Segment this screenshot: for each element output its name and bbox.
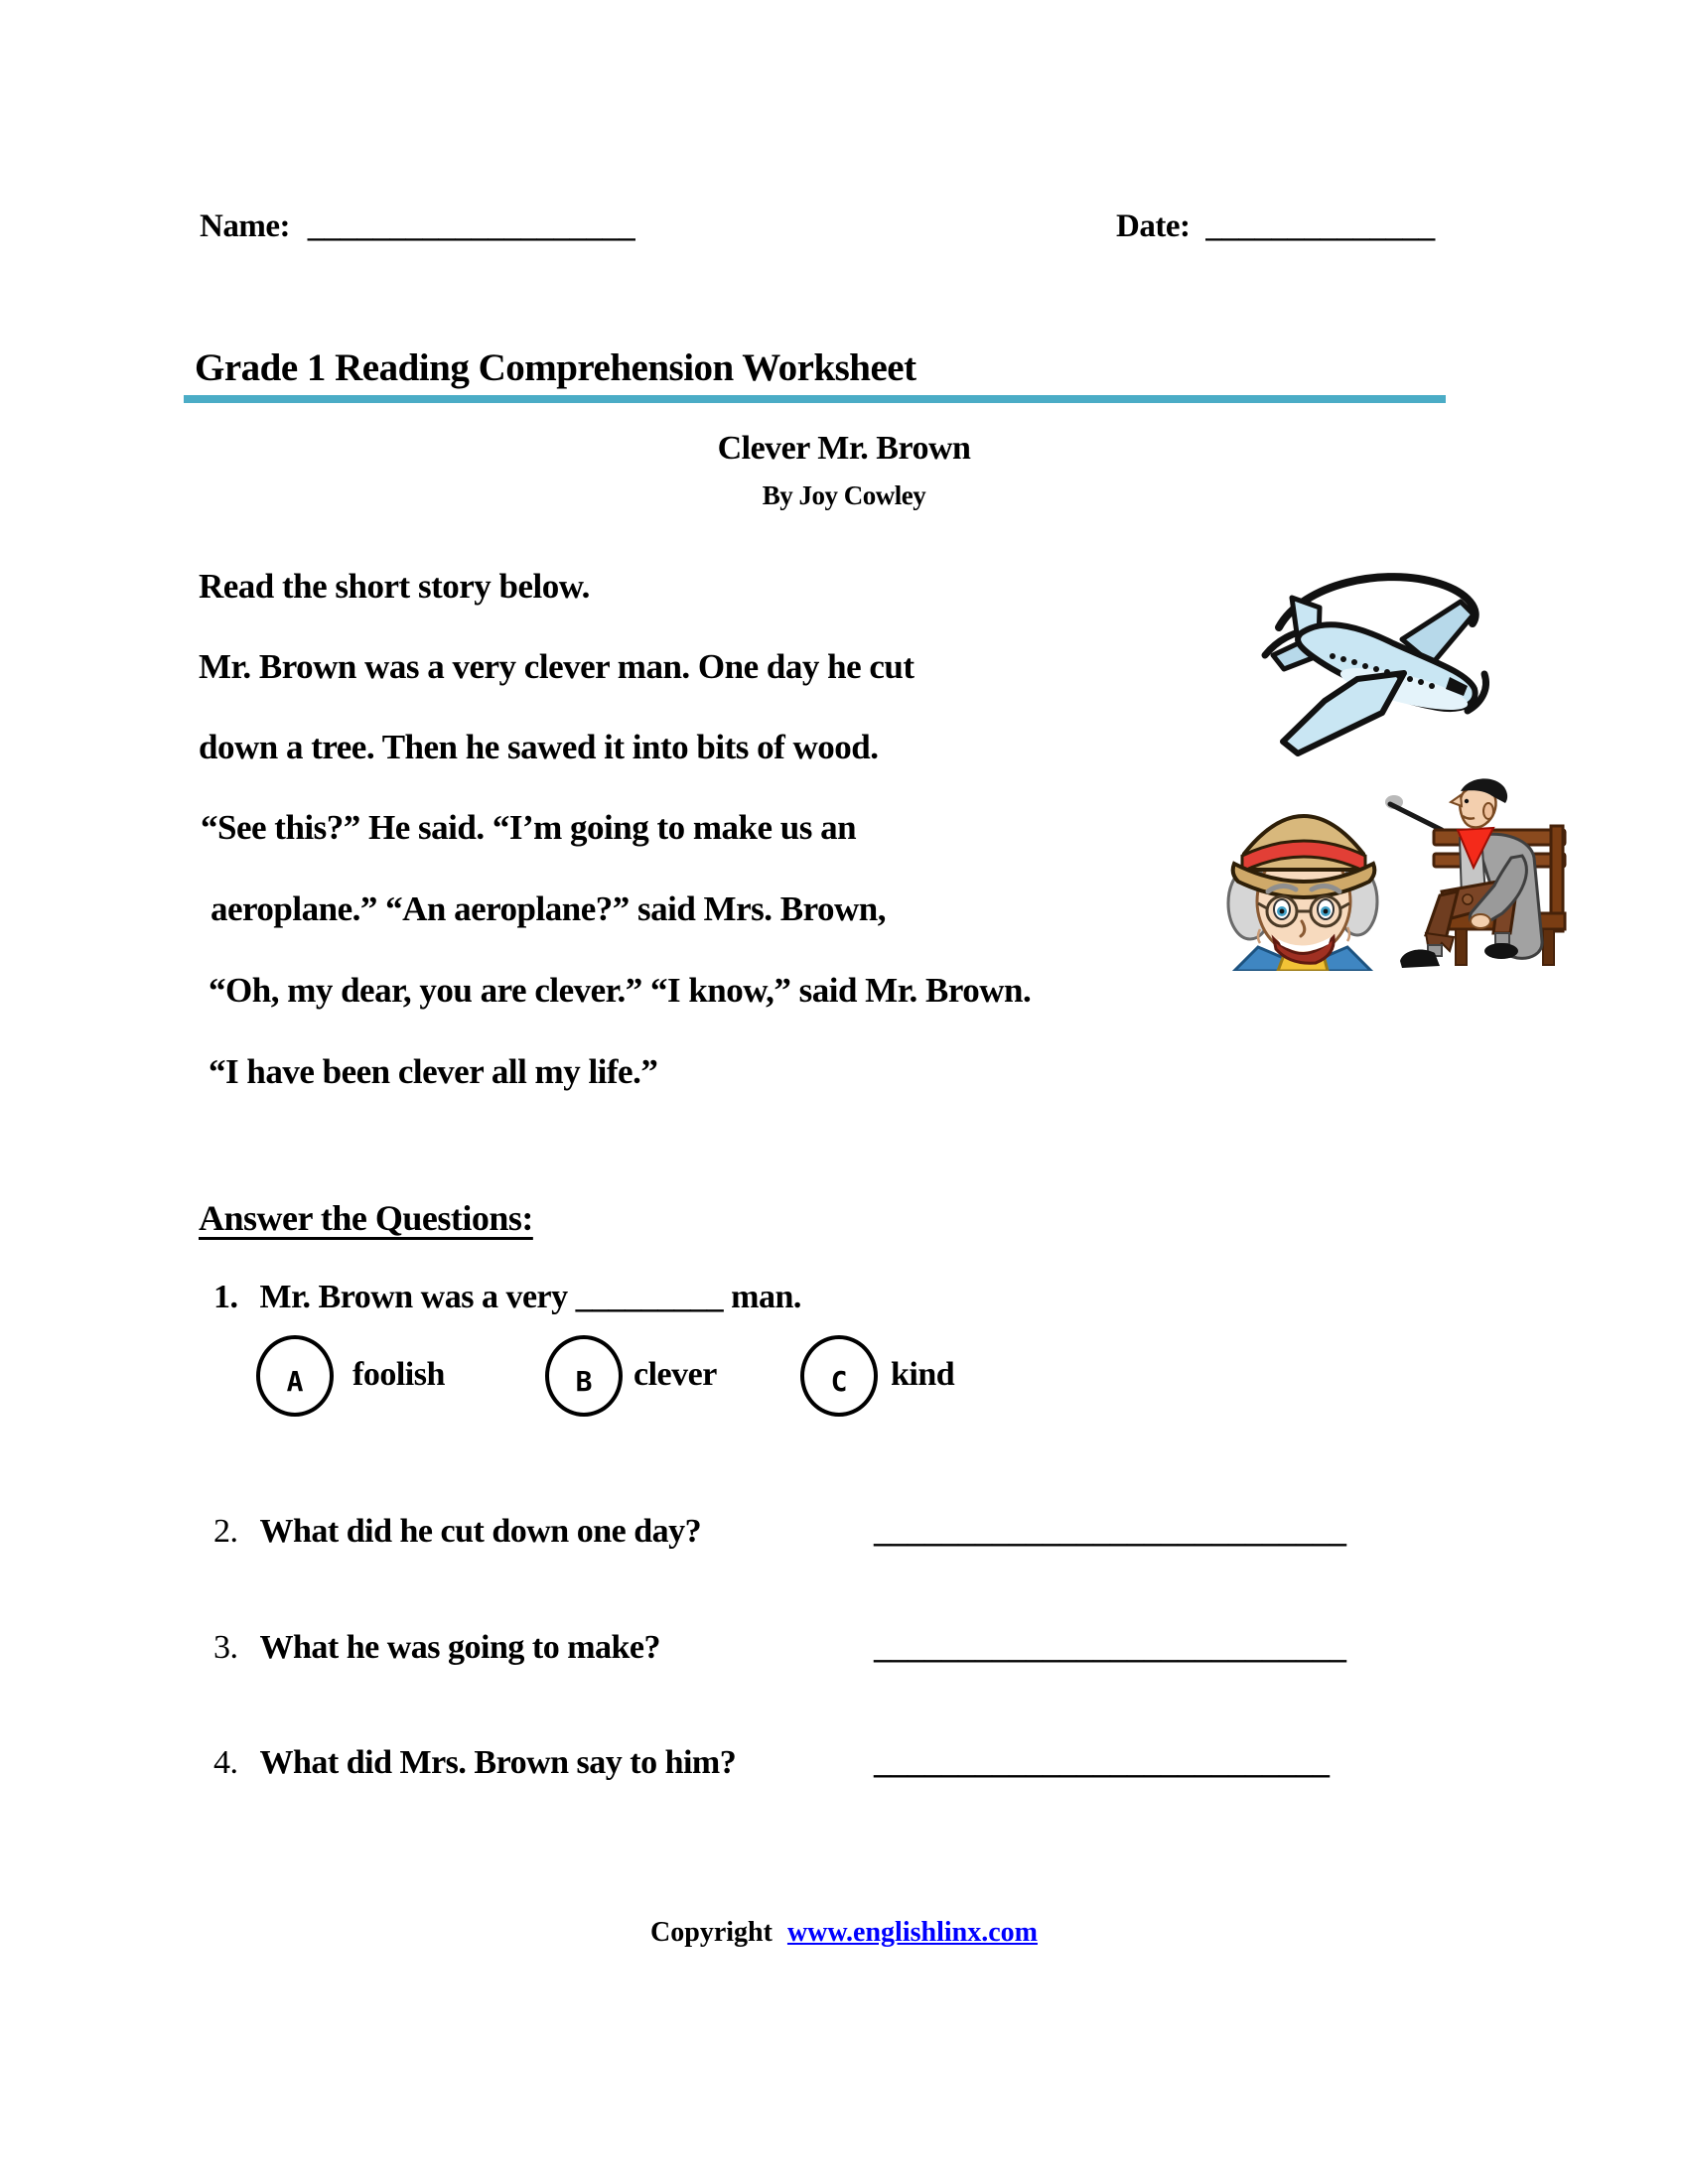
story-instruction: Read the short story below. xyxy=(199,567,590,606)
choice-label-kind: kind xyxy=(891,1356,955,1393)
choice-letter-c: C xyxy=(830,1364,848,1398)
bench-leg xyxy=(1456,929,1467,965)
answer-heading: Answer the Questions: xyxy=(199,1198,533,1238)
date-blank-line: ______________ xyxy=(1205,208,1436,244)
man-eye xyxy=(1465,799,1469,803)
plane-near-wing xyxy=(1283,673,1404,753)
answer-blank-line: ___________________________ xyxy=(874,1744,1330,1781)
question-row-2 xyxy=(213,1513,1346,1551)
man-shin xyxy=(1426,891,1458,939)
story-title: Clever Mr. Brown xyxy=(717,430,971,467)
date-label: Date: xyxy=(1116,208,1191,244)
story-line: down a tree. Then he sawed it into bits of wood. xyxy=(199,728,879,766)
airplane-svg xyxy=(1253,562,1495,768)
choice-letter-b: B xyxy=(575,1364,593,1398)
question-text: What he was going to make? xyxy=(259,1629,661,1666)
choice-circle-c xyxy=(800,1335,878,1417)
choice-letter-a: A xyxy=(286,1364,304,1398)
question-number: 1. xyxy=(213,1279,238,1315)
man-on-bench-clipart xyxy=(1382,774,1571,971)
footer xyxy=(0,1917,1688,1949)
choice-label-clever: clever xyxy=(633,1356,717,1393)
choice-circle-b xyxy=(545,1335,623,1417)
grandma-clipart xyxy=(1224,772,1381,971)
story-line: “Oh, my dear, you are clever.” “I know,” said Mr. Brown. xyxy=(209,971,1032,1010)
footer-copyright-label: Copyright xyxy=(650,1917,773,1948)
question-number: 4. xyxy=(213,1744,238,1781)
question-number: 2. xyxy=(213,1513,238,1550)
man-ear xyxy=(1483,803,1493,819)
man-hand xyxy=(1471,914,1490,928)
name-label: Name: xyxy=(200,208,290,244)
story-line: Mr. Brown was a very clever man. One day he cut xyxy=(199,647,914,686)
story-line: “See this?” He said. “I’m going to make us an xyxy=(201,808,857,847)
footer-link[interactable]: www.englishlinx.com xyxy=(786,1917,1038,1948)
man-sock xyxy=(1495,933,1509,944)
answer-blank-line: ____________________________ xyxy=(874,1629,1346,1666)
question-row-4 xyxy=(213,1744,1330,1782)
question-row-1 xyxy=(213,1279,801,1316)
title-divider-rule xyxy=(184,395,1446,403)
airplane-clipart xyxy=(1253,562,1495,768)
man-pant-patch xyxy=(1463,894,1473,904)
man-nose xyxy=(1451,795,1462,806)
question-number: 3. xyxy=(213,1629,238,1666)
story-author: By Joy Cowley xyxy=(762,480,926,510)
answer-blank-line: ____________________________ xyxy=(874,1513,1346,1550)
grandma-cheek-right xyxy=(1347,927,1349,941)
story-line: aeroplane.” “An aeroplane?” said Mrs. Brown, xyxy=(211,889,886,928)
worksheet-title: Grade 1 Reading Comprehension Worksheet xyxy=(195,346,916,389)
bench-leg xyxy=(1543,929,1554,965)
question-text: What did he cut down one day? xyxy=(259,1513,702,1550)
story-line: “I have been clever all my life.” xyxy=(209,1052,658,1091)
grandma-svg xyxy=(1224,772,1381,971)
question-text: What did Mrs. Brown say to him? xyxy=(259,1744,737,1781)
name-row xyxy=(200,208,635,245)
question-row-3 xyxy=(213,1629,1346,1667)
name-blank-line: ____________________ xyxy=(307,208,635,244)
man-shoe xyxy=(1484,943,1518,959)
man-on-bench-svg xyxy=(1382,774,1571,971)
cane xyxy=(1390,804,1442,830)
date-row xyxy=(1116,208,1435,245)
choice-circle-a xyxy=(256,1335,334,1417)
question-text: Mr. Brown was a very _________ man. xyxy=(259,1279,801,1315)
choice-label-foolish: foolish xyxy=(352,1356,445,1393)
